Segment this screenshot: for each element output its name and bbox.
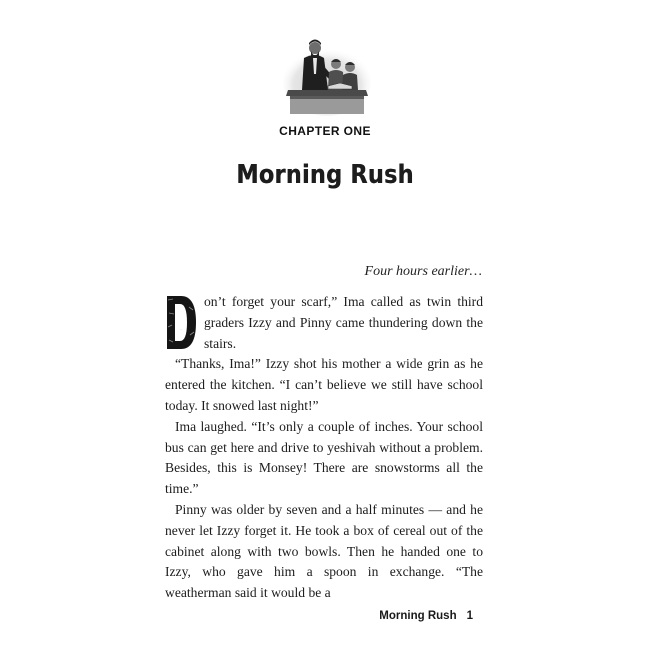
chapter-label: CHAPTER ONE (279, 124, 371, 138)
body-text (165, 292, 483, 604)
chapter-title: Morning Rush (236, 160, 414, 190)
page-number: 1 (466, 610, 473, 622)
epigraph: Four hours earlier… (364, 264, 482, 279)
paragraph-1-text: on’t forget your scarf,” Ima called as twin third graders Izzy and Pinny came thundering down the stairs. (204, 294, 483, 351)
drop-cap-char: D (180, 330, 182, 331)
drop-cap (165, 295, 197, 350)
paragraph-1 (165, 292, 483, 354)
drop-cap-letter (165, 295, 197, 350)
paragraph-2: “Thanks, Ima!” Izzy shot his mother a wide grin as he entered the kitchen. “I can’t believe we still have school today. It snowed last night!” (165, 356, 483, 413)
chapter-illustration (282, 34, 372, 120)
paragraph-3: Ima laughed. “It’s only a couple of inches. Your school bus can get here and drive to yeshivah without a problem. Besides, this is Monsey! There are snowstorms all the time.” (165, 418, 483, 497)
paragraph-4: Pinny was older by seven and a half minutes — and he never let Izzy forget it. He took a box of cereal out of the cabinet along with two bowls. Then he handed one to Izzy, who gave him a spoon in exchange. “The weatherman said it would be a (165, 501, 483, 601)
running-title: Morning Rush (379, 610, 457, 622)
teacher-and-students-illustration (282, 34, 372, 120)
page-footer (379, 610, 473, 622)
